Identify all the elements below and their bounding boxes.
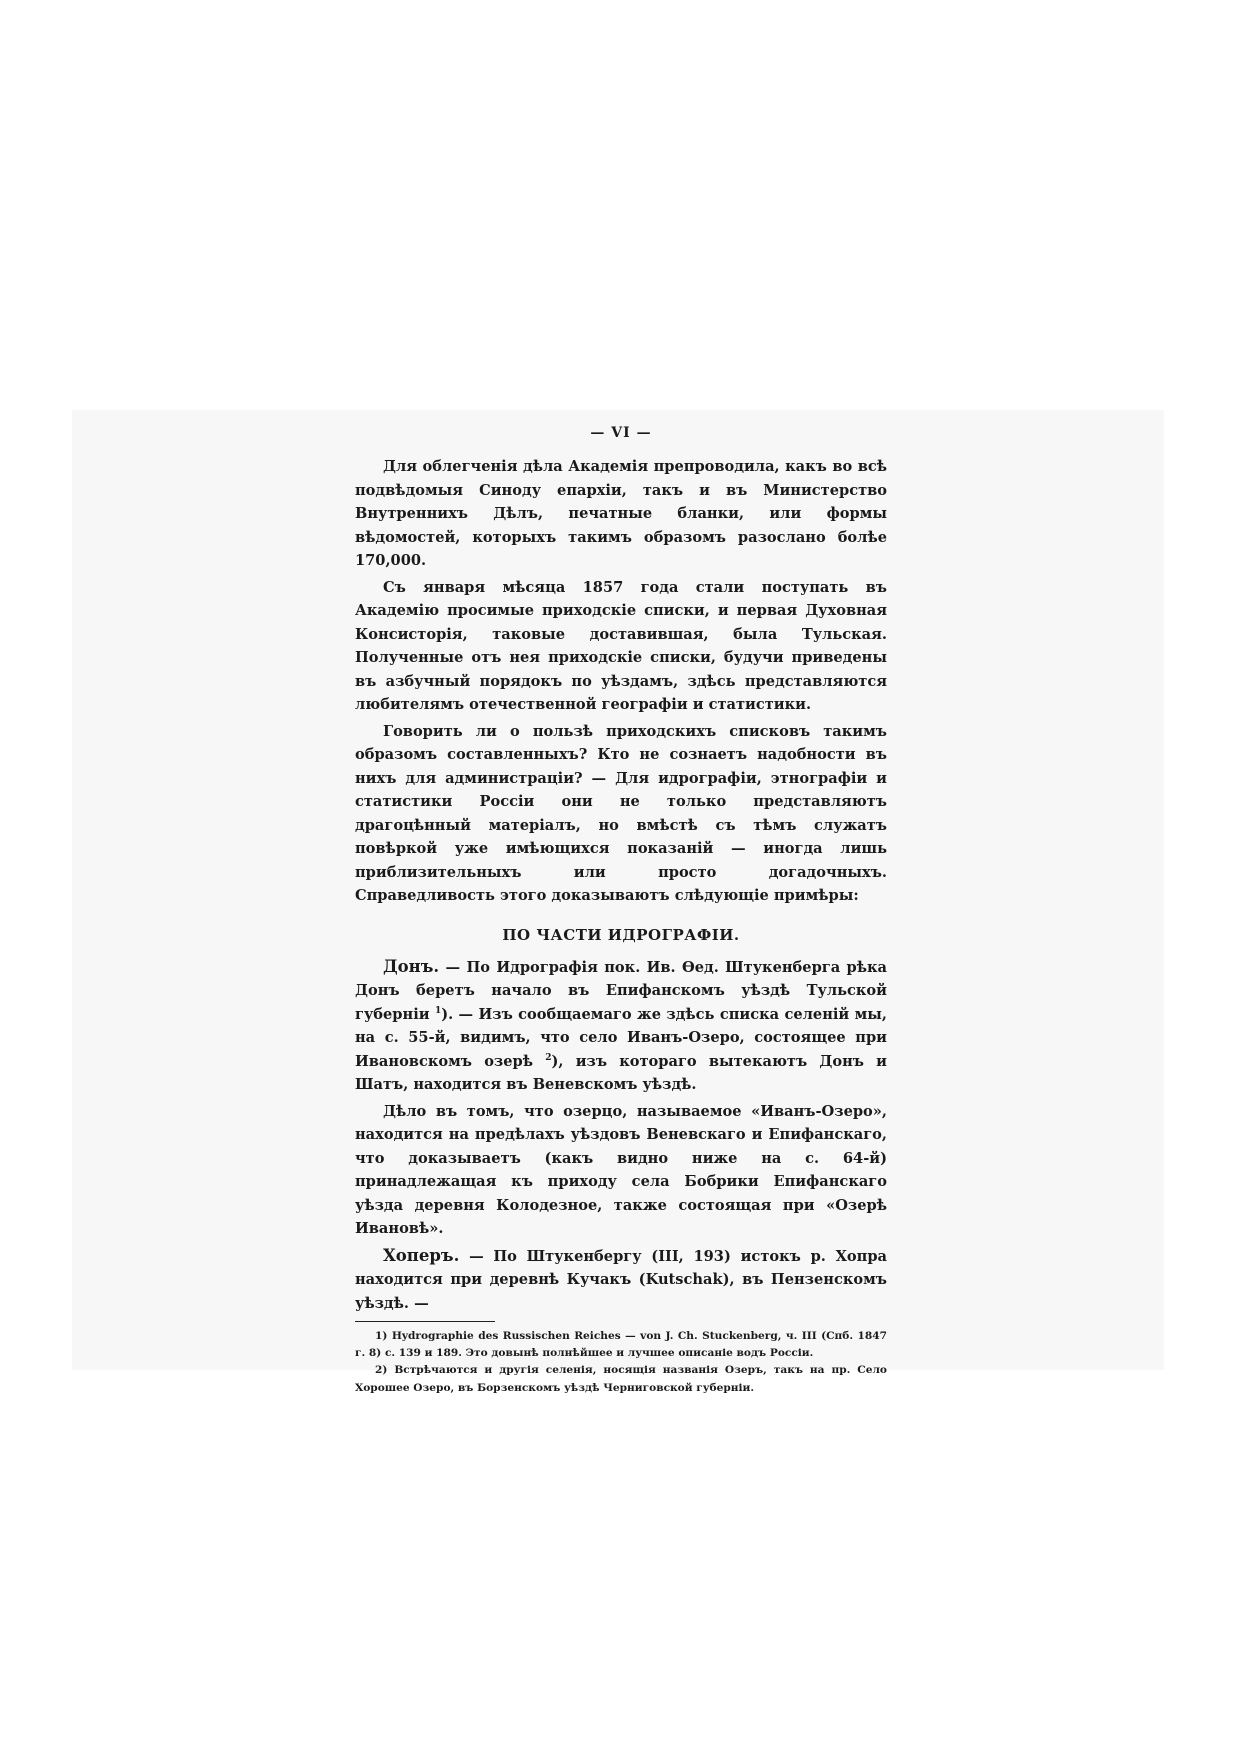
paragraph-blanks: Для облегченія дѣла Академія препроводила, какъ во всѣ подвѣдомыя Синоду епархіи, такъ и въ Министерство Внутреннихъ Дѣлъ, печатные бланки, или формы вѣдомостей, которыхъ такимъ образомъ разослано болѣе 170,000. [355, 458, 887, 569]
paragraph-khoper [355, 1244, 887, 1316]
footnote-2: 2) Встрѣчаются и другія селенія, носящія названія Озеръ, такъ на пр. Село Хорошее Озеро, въ Борзенскомъ уѣздѣ Черниговской губерніи. [355, 1364, 887, 1394]
section-heading: ПО ЧАСТИ ИДРОГРАФІИ. [502, 925, 740, 944]
khoper-text: — По Штукенбергу (III, 193) истокъ р. Хопра находится при деревнѣ Кучакъ (Kutschak), въ Пензенскомъ уѣздѣ. — [355, 1247, 887, 1312]
document-page [355, 425, 887, 1397]
paragraph-lists-arrival: Съ января мѣсяца 1857 года стали поступать въ Академію просимые приходскіе списки, и первая Духовная Консисторія, таковые доставившая, была Тульская. Полученные отъ нея приходскіе списки, будучи приведены въ азбучный порядокъ по уѣздамъ, здѣсь представляются любителямъ отечественной географіи и статистики. [355, 578, 887, 713]
don-text-3: ), изъ котораго вытекаютъ Донъ и Шатъ, находится въ Веневскомъ уѣздѣ. [355, 1052, 887, 1093]
footnote-ref-1: 1 [434, 1005, 442, 1016]
paragraph-ivan-ozero: Дѣло въ томъ, что озерцо, называемое «Иванъ-Озеро», находится на предѣлахъ уѣздовъ Веневскаго и Епифанскаго, что доказываетъ (какъ видно ниже на с. 64-й) принадлежащая къ приходу села Бобрики Епифанскаго уѣзда деревня Колодезное, также состоящая при «Озерѣ Ивановѣ». [355, 1102, 887, 1237]
term-don: Донъ. [383, 956, 440, 976]
paragraph-usefulness: Говорить ли о пользѣ приходскихъ списковъ такимъ образомъ составленныхъ? Кто не сознаетъ надобности въ нихъ для администраціи? — Для идрографіи, этнографіи и статистики Россіи они не только представляютъ драгоцѣнный матеріалъ, но вмѣстѣ съ тѣмъ служатъ повѣркой уже имѣющихся показаній — иногда лишь приблизительныхъ или просто догадочныхъ. Справедливость этого доказываютъ слѣдующіе примѣры: [355, 722, 887, 904]
page-number: — VI — [590, 425, 652, 441]
don-text-2: ). — Изъ сообщаемаго же здѣсь списка селеній мы, на с. 55-й, видимъ, что село Иванъ-Озеро, состоящее при Ивановскомъ озерѣ [355, 1005, 888, 1070]
don-text-1: — По Идрографія пок. Ив. Ѳед. Штукенберга рѣка Донъ беретъ начало въ Епифанскомъ уѣздѣ Тульской губерніи [355, 958, 887, 1023]
paragraph-don [355, 955, 887, 1097]
footnote-1: 1) Hydrographie des Russischen Reiches — von J. Ch. Stuckenberg, ч. III (Спб. 1847 г. 8) с. 139 и 189. Это довынѣ полнѣйшее и лучшее описаніе водъ Россіи. [355, 1330, 887, 1360]
footnote-divider [355, 1321, 495, 1322]
term-khoper: Хоперъ. [383, 1245, 460, 1265]
footnote-ref-2: 2 [545, 1052, 552, 1063]
